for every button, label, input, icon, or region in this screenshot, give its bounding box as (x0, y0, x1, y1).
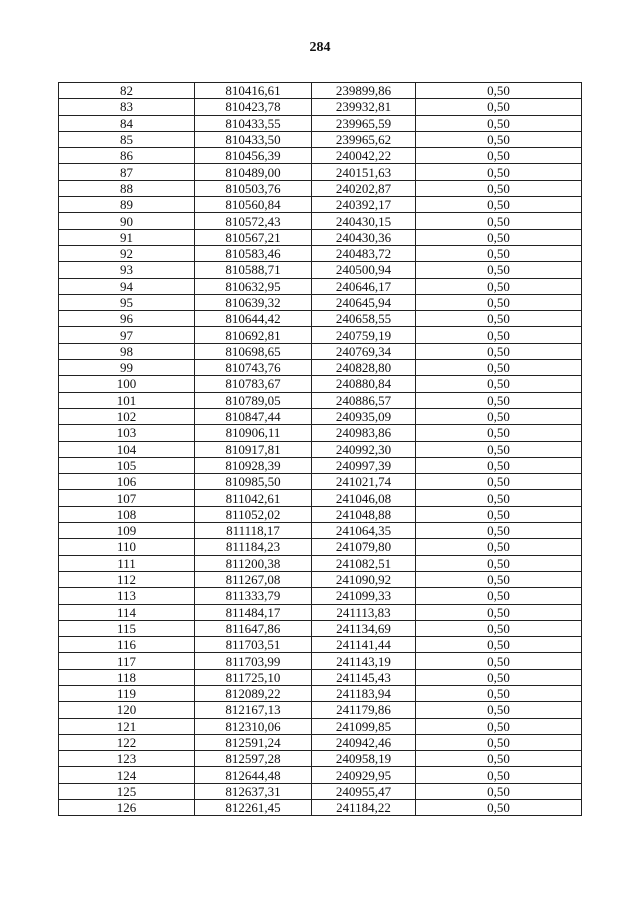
x-coordinate-cell: 810560,84 (195, 197, 312, 213)
value-cell: 0,50 (416, 180, 582, 196)
y-coordinate-cell: 240955,47 (312, 783, 416, 799)
table-row (59, 637, 582, 653)
value-cell: 0,50 (416, 197, 582, 213)
point-number-cell: 107 (59, 490, 195, 506)
value-cell: 0,50 (416, 718, 582, 734)
table-row (59, 571, 582, 587)
point-number-cell: 109 (59, 523, 195, 539)
table-row (59, 555, 582, 571)
table-row (59, 604, 582, 620)
table-row (59, 457, 582, 473)
y-coordinate-cell: 241082,51 (312, 555, 416, 571)
x-coordinate-cell: 812591,24 (195, 734, 312, 750)
point-number-cell: 87 (59, 164, 195, 180)
table-row (59, 245, 582, 261)
table-row (59, 311, 582, 327)
y-coordinate-cell: 240042,22 (312, 148, 416, 164)
point-number-cell: 121 (59, 718, 195, 734)
point-number-cell: 123 (59, 751, 195, 767)
table-row (59, 588, 582, 604)
x-coordinate-cell: 812637,31 (195, 783, 312, 799)
point-number-cell: 110 (59, 539, 195, 555)
table-row (59, 490, 582, 506)
x-coordinate-cell: 811725,10 (195, 669, 312, 685)
x-coordinate-cell: 811200,38 (195, 555, 312, 571)
value-cell: 0,50 (416, 425, 582, 441)
x-coordinate-cell: 810489,00 (195, 164, 312, 180)
point-number-cell: 120 (59, 702, 195, 718)
value-cell: 0,50 (416, 702, 582, 718)
value-cell: 0,50 (416, 213, 582, 229)
page-number: 284 (309, 40, 331, 55)
x-coordinate-cell: 811333,79 (195, 588, 312, 604)
x-coordinate-cell: 810423,78 (195, 99, 312, 115)
y-coordinate-cell: 240992,30 (312, 441, 416, 457)
point-number-cell: 95 (59, 294, 195, 310)
table-row (59, 425, 582, 441)
x-coordinate-cell: 810639,32 (195, 294, 312, 310)
point-number-cell: 89 (59, 197, 195, 213)
x-coordinate-cell: 810503,76 (195, 180, 312, 196)
y-coordinate-cell: 241099,33 (312, 588, 416, 604)
point-number-cell: 111 (59, 555, 195, 571)
y-coordinate-cell: 240942,46 (312, 734, 416, 750)
y-coordinate-cell: 240151,63 (312, 164, 416, 180)
x-coordinate-cell: 810985,50 (195, 474, 312, 490)
x-coordinate-cell: 810433,55 (195, 115, 312, 131)
x-coordinate-cell: 811118,17 (195, 523, 312, 539)
x-coordinate-cell: 810743,76 (195, 360, 312, 376)
value-cell: 0,50 (416, 571, 582, 587)
table-row (59, 278, 582, 294)
y-coordinate-cell: 240430,15 (312, 213, 416, 229)
y-coordinate-cell: 240828,80 (312, 360, 416, 376)
point-number-cell: 122 (59, 734, 195, 750)
y-coordinate-cell: 240483,72 (312, 245, 416, 261)
x-coordinate-cell: 810789,05 (195, 392, 312, 408)
value-cell: 0,50 (416, 164, 582, 180)
table-row (59, 539, 582, 555)
table-row (59, 197, 582, 213)
value-cell: 0,50 (416, 767, 582, 783)
value-cell: 0,50 (416, 637, 582, 653)
value-cell: 0,50 (416, 669, 582, 685)
point-number-cell: 112 (59, 571, 195, 587)
value-cell: 0,50 (416, 99, 582, 115)
value-cell: 0,50 (416, 245, 582, 261)
value-cell: 0,50 (416, 343, 582, 359)
value-cell: 0,50 (416, 392, 582, 408)
x-coordinate-cell: 810847,44 (195, 408, 312, 424)
point-number-cell: 108 (59, 506, 195, 522)
table-row (59, 506, 582, 522)
point-number-cell: 98 (59, 343, 195, 359)
point-number-cell: 106 (59, 474, 195, 490)
y-coordinate-cell: 241046,08 (312, 490, 416, 506)
value-cell: 0,50 (416, 278, 582, 294)
y-coordinate-cell: 240430,36 (312, 229, 416, 245)
point-number-cell: 84 (59, 115, 195, 131)
y-coordinate-cell: 241021,74 (312, 474, 416, 490)
y-coordinate-cell: 241099,85 (312, 718, 416, 734)
y-coordinate-cell: 239932,81 (312, 99, 416, 115)
y-coordinate-cell: 240392,17 (312, 197, 416, 213)
value-cell: 0,50 (416, 148, 582, 164)
x-coordinate-cell: 810698,65 (195, 343, 312, 359)
table-row (59, 376, 582, 392)
point-number-cell: 126 (59, 800, 195, 816)
point-number-cell: 105 (59, 457, 195, 473)
point-number-cell: 93 (59, 262, 195, 278)
table-row (59, 783, 582, 799)
x-coordinate-cell: 810928,39 (195, 457, 312, 473)
table-row (59, 262, 582, 278)
point-number-cell: 86 (59, 148, 195, 164)
x-coordinate-cell: 811484,17 (195, 604, 312, 620)
y-coordinate-cell: 240983,86 (312, 425, 416, 441)
x-coordinate-cell: 811703,51 (195, 637, 312, 653)
point-number-cell: 100 (59, 376, 195, 392)
y-coordinate-cell: 240958,19 (312, 751, 416, 767)
x-coordinate-cell: 810572,43 (195, 213, 312, 229)
value-cell: 0,50 (416, 783, 582, 799)
y-coordinate-cell: 241064,35 (312, 523, 416, 539)
table-row (59, 620, 582, 636)
x-coordinate-cell: 810416,61 (195, 83, 312, 99)
y-coordinate-cell: 240500,94 (312, 262, 416, 278)
value-cell: 0,50 (416, 523, 582, 539)
y-coordinate-cell: 240880,84 (312, 376, 416, 392)
table-row (59, 99, 582, 115)
y-coordinate-cell: 241113,83 (312, 604, 416, 620)
table-row (59, 392, 582, 408)
point-number-cell: 91 (59, 229, 195, 245)
value-cell: 0,50 (416, 376, 582, 392)
point-number-cell: 118 (59, 669, 195, 685)
y-coordinate-cell: 241079,80 (312, 539, 416, 555)
x-coordinate-cell: 810433,50 (195, 131, 312, 147)
x-coordinate-cell: 812597,28 (195, 751, 312, 767)
point-number-cell: 113 (59, 588, 195, 604)
point-number-cell: 103 (59, 425, 195, 441)
y-coordinate-cell: 240929,95 (312, 767, 416, 783)
y-coordinate-cell: 240759,19 (312, 327, 416, 343)
value-cell: 0,50 (416, 294, 582, 310)
y-coordinate-cell: 240769,34 (312, 343, 416, 359)
value-cell: 0,50 (416, 131, 582, 147)
x-coordinate-cell: 810917,81 (195, 441, 312, 457)
value-cell: 0,50 (416, 734, 582, 750)
table-row (59, 213, 582, 229)
point-number-cell: 116 (59, 637, 195, 653)
table-row (59, 229, 582, 245)
table-row (59, 441, 582, 457)
table-row (59, 702, 582, 718)
y-coordinate-cell: 240202,87 (312, 180, 416, 196)
value-cell: 0,50 (416, 490, 582, 506)
y-coordinate-cell: 241048,88 (312, 506, 416, 522)
x-coordinate-cell: 810588,71 (195, 262, 312, 278)
table-row (59, 164, 582, 180)
x-coordinate-cell: 811267,08 (195, 571, 312, 587)
point-number-cell: 97 (59, 327, 195, 343)
point-number-cell: 119 (59, 685, 195, 701)
x-coordinate-cell: 812261,45 (195, 800, 312, 816)
point-number-cell: 83 (59, 99, 195, 115)
table-row (59, 180, 582, 196)
y-coordinate-cell: 241179,86 (312, 702, 416, 718)
point-number-cell: 92 (59, 245, 195, 261)
table-body (59, 83, 582, 816)
y-coordinate-cell: 240886,57 (312, 392, 416, 408)
table-row (59, 148, 582, 164)
x-coordinate-cell: 810567,21 (195, 229, 312, 245)
x-coordinate-cell: 812089,22 (195, 685, 312, 701)
table-row (59, 343, 582, 359)
point-number-cell: 99 (59, 360, 195, 376)
value-cell: 0,50 (416, 262, 582, 278)
y-coordinate-cell: 240997,39 (312, 457, 416, 473)
y-coordinate-cell: 239965,59 (312, 115, 416, 131)
table-row (59, 115, 582, 131)
table-row (59, 83, 582, 99)
value-cell: 0,50 (416, 360, 582, 376)
point-number-cell: 90 (59, 213, 195, 229)
point-number-cell: 102 (59, 408, 195, 424)
table-row (59, 751, 582, 767)
coordinates-table (58, 82, 582, 816)
value-cell: 0,50 (416, 115, 582, 131)
y-coordinate-cell: 241184,22 (312, 800, 416, 816)
y-coordinate-cell: 241183,94 (312, 685, 416, 701)
table-row (59, 718, 582, 734)
value-cell: 0,50 (416, 441, 582, 457)
point-number-cell: 94 (59, 278, 195, 294)
point-number-cell: 85 (59, 131, 195, 147)
value-cell: 0,50 (416, 229, 582, 245)
table-row (59, 800, 582, 816)
table-row (59, 767, 582, 783)
y-coordinate-cell: 241145,43 (312, 669, 416, 685)
x-coordinate-cell: 811184,23 (195, 539, 312, 555)
x-coordinate-cell: 810906,11 (195, 425, 312, 441)
x-coordinate-cell: 812310,06 (195, 718, 312, 734)
point-number-cell: 101 (59, 392, 195, 408)
table-row (59, 734, 582, 750)
y-coordinate-cell: 240658,55 (312, 311, 416, 327)
y-coordinate-cell: 240935,09 (312, 408, 416, 424)
table-row (59, 408, 582, 424)
table-row (59, 523, 582, 539)
x-coordinate-cell: 810632,95 (195, 278, 312, 294)
x-coordinate-cell: 810644,42 (195, 311, 312, 327)
value-cell: 0,50 (416, 311, 582, 327)
value-cell: 0,50 (416, 604, 582, 620)
x-coordinate-cell: 810783,67 (195, 376, 312, 392)
point-number-cell: 88 (59, 180, 195, 196)
x-coordinate-cell: 811042,61 (195, 490, 312, 506)
table-row (59, 131, 582, 147)
y-coordinate-cell: 241134,69 (312, 620, 416, 636)
value-cell: 0,50 (416, 506, 582, 522)
point-number-cell: 117 (59, 653, 195, 669)
table-row (59, 360, 582, 376)
x-coordinate-cell: 810692,81 (195, 327, 312, 343)
x-coordinate-cell: 812644,48 (195, 767, 312, 783)
y-coordinate-cell: 240645,94 (312, 294, 416, 310)
point-number-cell: 115 (59, 620, 195, 636)
y-coordinate-cell: 240646,17 (312, 278, 416, 294)
y-coordinate-cell: 239899,86 (312, 83, 416, 99)
point-number-cell: 125 (59, 783, 195, 799)
value-cell: 0,50 (416, 408, 582, 424)
point-number-cell: 124 (59, 767, 195, 783)
point-number-cell: 82 (59, 83, 195, 99)
point-number-cell: 104 (59, 441, 195, 457)
x-coordinate-cell: 811647,86 (195, 620, 312, 636)
y-coordinate-cell: 241090,92 (312, 571, 416, 587)
value-cell: 0,50 (416, 800, 582, 816)
point-number-cell: 114 (59, 604, 195, 620)
x-coordinate-cell: 811052,02 (195, 506, 312, 522)
table-row (59, 474, 582, 490)
value-cell: 0,50 (416, 555, 582, 571)
x-coordinate-cell: 810456,39 (195, 148, 312, 164)
y-coordinate-cell: 241141,44 (312, 637, 416, 653)
value-cell: 0,50 (416, 83, 582, 99)
value-cell: 0,50 (416, 457, 582, 473)
table-row (59, 669, 582, 685)
x-coordinate-cell: 811703,99 (195, 653, 312, 669)
value-cell: 0,50 (416, 539, 582, 555)
table-row (59, 294, 582, 310)
value-cell: 0,50 (416, 751, 582, 767)
value-cell: 0,50 (416, 474, 582, 490)
table-row (59, 653, 582, 669)
value-cell: 0,50 (416, 588, 582, 604)
value-cell: 0,50 (416, 620, 582, 636)
x-coordinate-cell: 812167,13 (195, 702, 312, 718)
y-coordinate-cell: 241143,19 (312, 653, 416, 669)
x-coordinate-cell: 810583,46 (195, 245, 312, 261)
value-cell: 0,50 (416, 653, 582, 669)
table-row (59, 327, 582, 343)
y-coordinate-cell: 239965,62 (312, 131, 416, 147)
value-cell: 0,50 (416, 685, 582, 701)
point-number-cell: 96 (59, 311, 195, 327)
table-row (59, 685, 582, 701)
value-cell: 0,50 (416, 327, 582, 343)
